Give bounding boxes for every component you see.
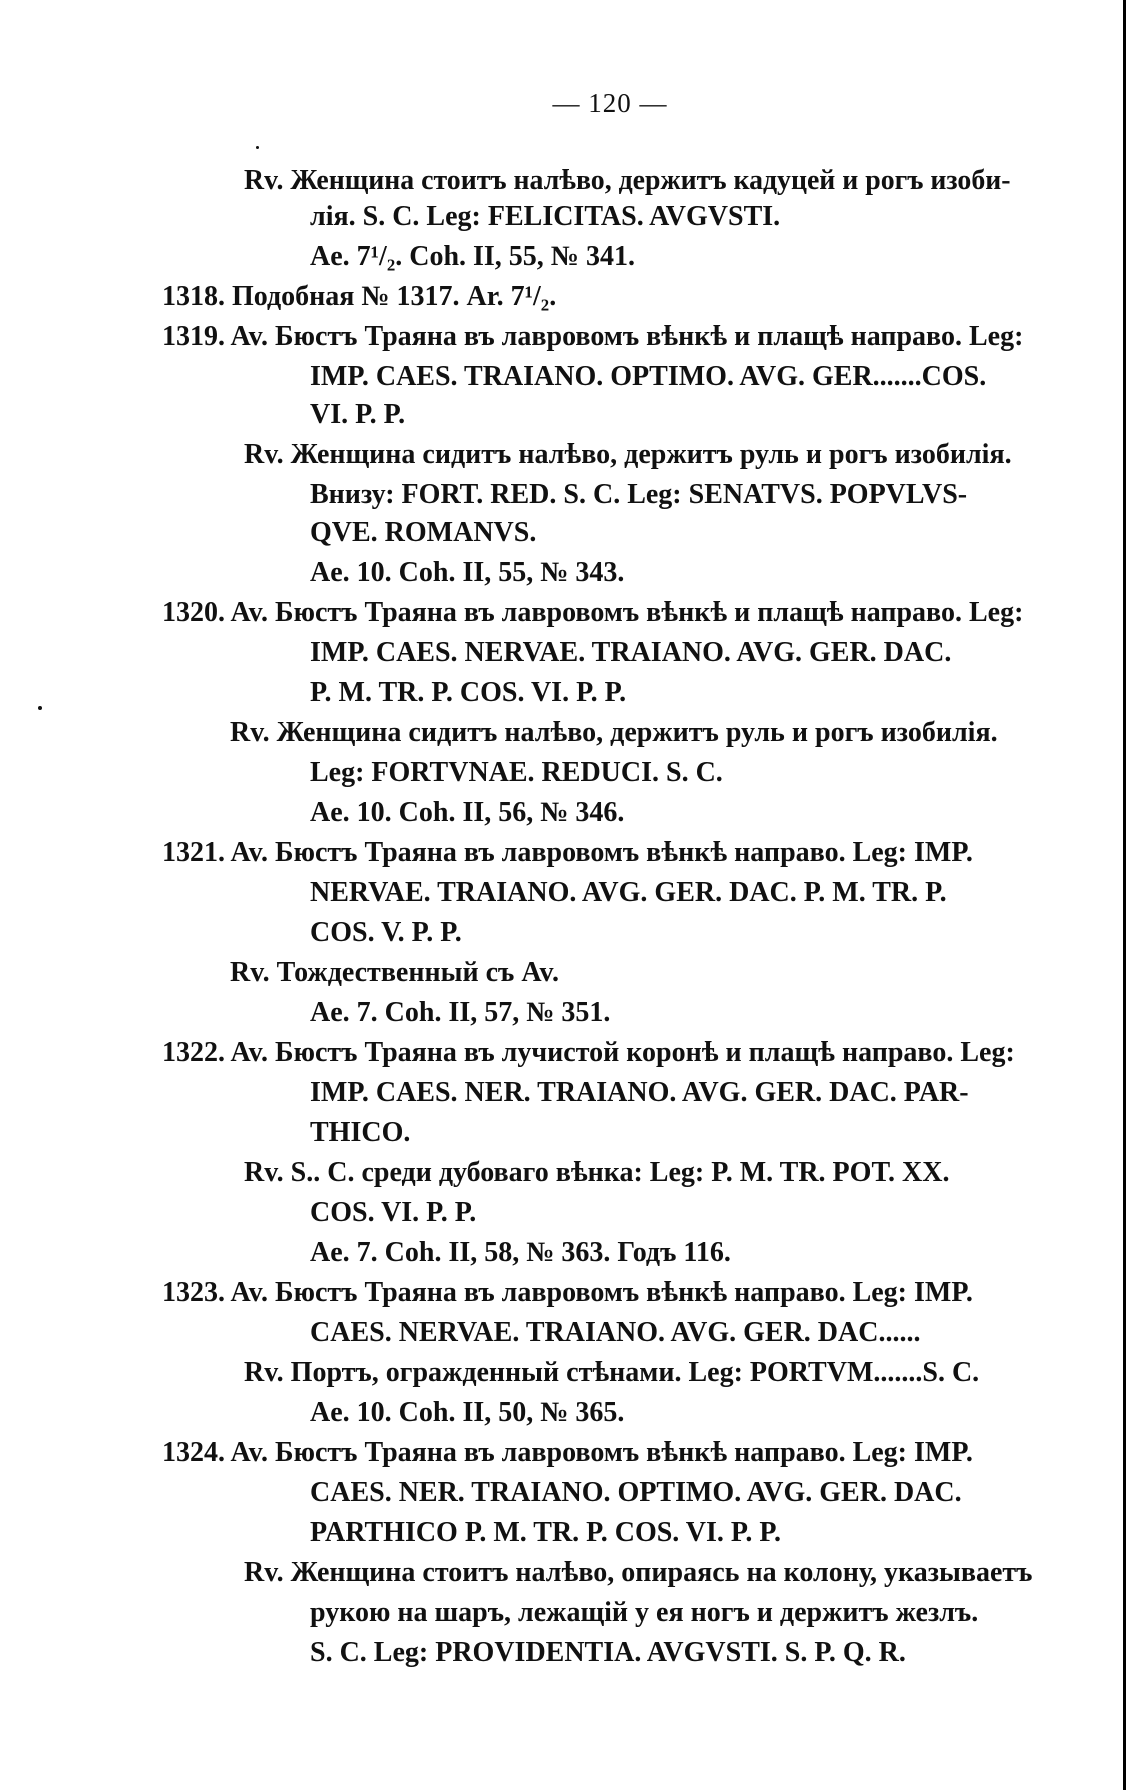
- text-line: PARTHICO P. M. TR. P. COS. VI. P. P.: [310, 1517, 781, 1548]
- text-line: VI. P. P.: [310, 399, 406, 430]
- text-line: S. C. Leg: PROVIDENTIA. AVGVSTI. S. P. Q. R.: [310, 1637, 906, 1668]
- text-line: рукою на шаръ, лежащій у ея ногъ и держитъ жезлъ.: [310, 1597, 979, 1628]
- text-line: Leg: FORTVNAE. REDUCI. S. C.: [310, 757, 723, 788]
- text-line: Ae. 7. Coh. II, 58, № 363. Годъ 116.: [310, 1237, 731, 1268]
- scan-speck: [38, 706, 42, 710]
- text-line: THICO.: [310, 1117, 411, 1148]
- text-line: Ae. 10. Coh. II, 56, № 346.: [310, 797, 625, 828]
- text-line: 1319. Av. Бюстъ Траяна въ лавровомъ вѣнкѣ и плащѣ направо. Leg:: [162, 321, 1024, 352]
- text-line: Rv. Женщина сидитъ налѣво, держитъ руль и рогъ изобилія.: [244, 439, 1012, 470]
- scan-speck: [256, 146, 259, 149]
- text-line: QVE. ROMANVS.: [310, 517, 537, 548]
- text-line: 1323. Av. Бюстъ Траяна въ лавровомъ вѣнкѣ направо. Leg: IMP.: [162, 1277, 973, 1308]
- text-line: Внизу: FORT. RED. S. C. Leg: SENATVS. POPVLVS-: [310, 479, 968, 510]
- text-line: IMP. CAES. NERVAE. TRAIANO. AVG. GER. DAC.: [310, 637, 952, 668]
- text-line: Ae. 7. Coh. II, 57, № 351.: [310, 997, 611, 1028]
- text-line: Rv. Женщина стоитъ налѣво, опираясь на колону, указываетъ: [244, 1557, 1033, 1588]
- text-line: CAES. NERVAE. TRAIANO. AVG. GER. DAC......: [310, 1317, 921, 1348]
- text-line: IMP. CAES. NER. TRAIANO. AVG. GER. DAC. PAR-: [310, 1077, 969, 1108]
- text-line: COS. V. P. P.: [310, 917, 462, 948]
- text-line: Rv. Портъ, огражденный стѣнами. Leg: PORTVM.......S. C.: [244, 1357, 980, 1388]
- text-line: IMP. CAES. TRAIANO. OPTIMO. AVG. GER.......COS.: [310, 361, 987, 392]
- text-line: лія. S. C. Leg: FELICITAS. AVGVSTI.: [310, 201, 781, 232]
- text-line: Ae. 10. Coh. II, 50, № 365.: [310, 1397, 625, 1428]
- scan-border: [1123, 0, 1126, 1790]
- text-line: 1320. Av. Бюстъ Траяна въ лавровомъ вѣнкѣ и плащѣ направо. Leg:: [162, 597, 1024, 628]
- text-line: COS. VI. P. P.: [310, 1197, 477, 1228]
- text-line: 1318. Подобная № 1317. Ar. 7¹/₂.: [162, 281, 557, 312]
- text-line: Ae. 7¹/₂. Coh. II, 55, № 341.: [310, 241, 635, 272]
- text-line: Rv. Женщина стоитъ налѣво, держитъ кадуцей и рогъ изоби-: [244, 165, 1011, 196]
- text-line: P. M. TR. P. COS. VI. P. P.: [310, 677, 627, 708]
- text-line: Rv. S.. C. среди дубоваго вѣнка: Leg: P. M. TR. POT. XX.: [244, 1157, 950, 1188]
- text-line: 1322. Av. Бюстъ Траяна въ лучистой коронѣ и плащѣ направо. Leg:: [162, 1037, 1015, 1068]
- text-line: Ae. 10. Coh. II, 55, № 343.: [310, 557, 625, 588]
- page-number: — 120 —: [552, 88, 668, 118]
- text-line: 1324. Av. Бюстъ Траяна въ лавровомъ вѣнкѣ направо. Leg: IMP.: [162, 1437, 973, 1468]
- text-line: NERVAE. TRAIANO. AVG. GER. DAC. P. M. TR. P.: [310, 877, 947, 908]
- text-line: Rv. Тождественный съ Av.: [230, 957, 559, 988]
- text-line: 1321. Av. Бюстъ Траяна въ лавровомъ вѣнкѣ направо. Leg: IMP.: [162, 837, 973, 868]
- text-line: Rv. Женщина сидитъ налѣво, держитъ руль и рогъ изобилія.: [230, 717, 998, 748]
- text-line: CAES. NER. TRAIANO. OPTIMO. AVG. GER. DAC.: [310, 1477, 962, 1508]
